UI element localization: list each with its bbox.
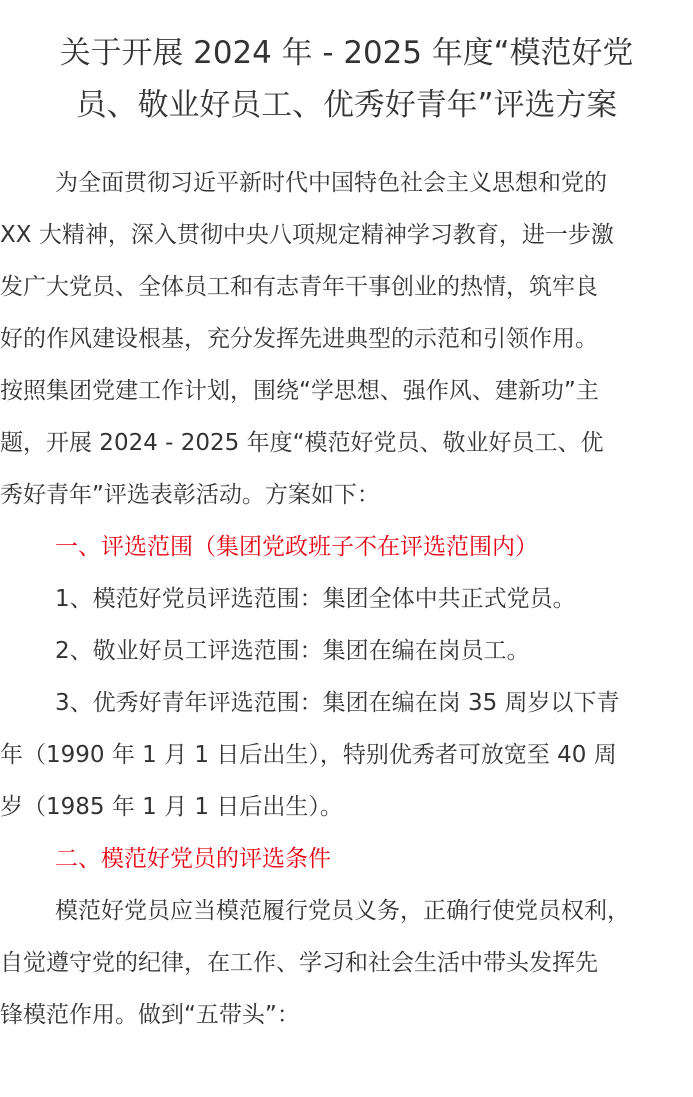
criteria-line: 模范好党员应当模范履行党员义务，正确行使党员权利， [55,898,630,924]
intro-line: 好的作风建设根基，充分发挥先进典型的示范和引领作用。 [0,326,598,352]
section-1-heading: 一、评选范围（集团党政班子不在评选范围内） [55,534,538,560]
scope-item-1: 1、模范好党员评选范围：集团全体中共正式党员。 [55,586,576,612]
intro-line: 秀好青年”评选表彰活动。方案如下： [0,482,380,508]
section-2-heading: 二、模范好党员的评选条件 [55,846,331,872]
scope-item-3-line: 岁（1985 年 1 月 1 日后出生）。 [0,794,343,820]
intro-line: 按照集团党建工作计划，围绕“学思想、强作风、建新功”主 [0,378,599,404]
criteria-line: 锋模范作用。做到“五带头”： [0,1002,300,1028]
criteria-line: 自觉遵守党的纪律，在工作、学习和社会生活中带头发挥先 [0,950,598,976]
scope-item-2: 2、敬业好员工评选范围：集团在编在岗员工。 [55,638,530,664]
intro-line: 为全面贯彻习近平新时代中国特色社会主义思想和党的 [55,170,607,196]
document-title-line-2: 员、敬业好员工、优秀好青年”评选方案 [75,87,618,123]
scope-item-3-line: 3、优秀好青年评选范围：集团在编在岗 35 周岁以下青 [55,690,620,716]
intro-line: 发广大党员、全体员工和有志青年干事创业的热情，筑牢良 [0,274,598,300]
document-title-line-1: 关于开展 2024 年 - 2025 年度“模范好党 [59,35,634,71]
intro-line: XX 大精神，深入贯彻中央八项规定精神学习教育，进一步激 [0,222,614,248]
intro-line: 题，开展 2024 - 2025 年度“模范好党员、敬业好员工、优 [0,430,604,456]
scope-item-3-line: 年（1990 年 1 月 1 日后出生），特别优秀者可放宽至 40 周 [0,742,617,768]
